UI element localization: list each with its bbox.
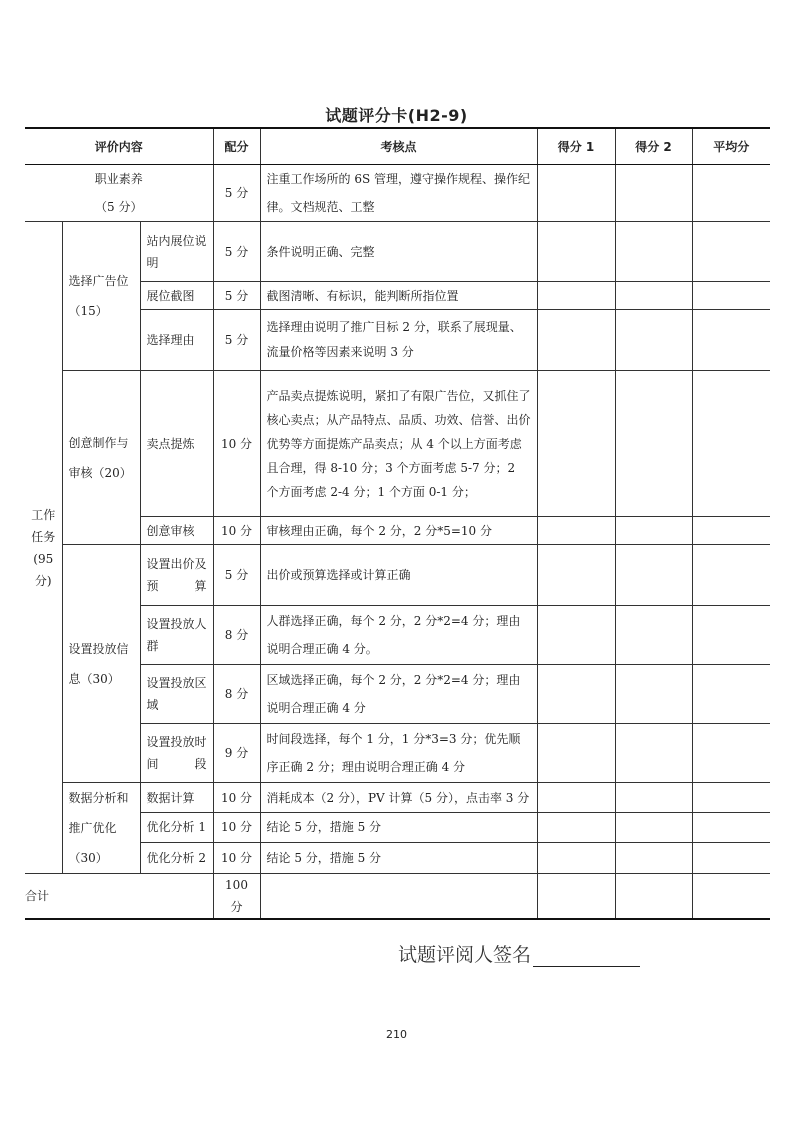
total-points [260, 874, 537, 920]
item-points: 人群选择正确，每个 2 分，2 分*2=4 分；理由说明合理正确 4 分。 [260, 606, 537, 665]
avg-cell[interactable] [692, 842, 770, 873]
item-score: 5 分 [213, 310, 260, 371]
table-row [25, 783, 770, 813]
score1-cell[interactable] [537, 310, 615, 371]
group-ad-position: 选择广告位（15） [62, 222, 140, 371]
score2-cell[interactable] [615, 371, 692, 517]
score2-cell[interactable] [615, 222, 692, 282]
score2-cell[interactable] [615, 165, 692, 222]
scoring-table [25, 127, 770, 920]
score1-cell[interactable] [537, 371, 615, 517]
professional-score: 5 分 [213, 165, 260, 222]
page-title: 试题评分卡(H2-9) [325, 106, 468, 125]
item-name: 优化分析 1 [140, 813, 213, 842]
header-avg: 平均分 [692, 128, 770, 165]
score1-cell[interactable] [537, 724, 615, 783]
avg-cell[interactable] [692, 282, 770, 310]
score1-cell[interactable] [537, 874, 615, 920]
item-name: 选择理由 [140, 310, 213, 371]
score1-cell[interactable] [537, 665, 615, 724]
item-score: 10 分 [213, 371, 260, 517]
score1-cell[interactable] [537, 783, 615, 813]
item-name: 卖点提炼 [140, 371, 213, 517]
item-points: 出价或预算选择或计算正确 [260, 545, 537, 606]
score1-cell[interactable] [537, 517, 615, 545]
item-name: 数据计算 [140, 783, 213, 813]
avg-cell[interactable] [692, 310, 770, 371]
item-score: 5 分 [213, 545, 260, 606]
item-name: 站内展位说明 [140, 222, 213, 282]
avg-cell[interactable] [692, 165, 770, 222]
item-score: 8 分 [213, 606, 260, 665]
professional-points: 注重工作场所的 6S 管理，遵守操作规程、操作纪律。文档规范、工整 [260, 165, 537, 222]
item-points: 条件说明正确、完整 [260, 222, 537, 282]
item-name: 优化分析 2 [140, 842, 213, 873]
signature-area [398, 940, 640, 967]
score2-cell[interactable] [615, 874, 692, 920]
avg-cell[interactable] [692, 606, 770, 665]
score2-cell[interactable] [615, 813, 692, 842]
item-name: 设置投放时间段 [140, 724, 213, 783]
avg-cell[interactable] [692, 222, 770, 282]
item-score: 5 分 [213, 282, 260, 310]
item-name: 设置投放人群 [140, 606, 213, 665]
avg-cell[interactable] [692, 724, 770, 783]
professional-label: 职业素养 （5 分） [25, 165, 213, 222]
item-points: 结论 5 分，措施 5 分 [260, 813, 537, 842]
signature-label: 试题评阅人签名 [398, 944, 532, 966]
item-points: 区域选择正确，每个 2 分，2 分*2=4 分；理由说明合理正确 4 分 [260, 665, 537, 724]
score1-cell[interactable] [537, 842, 615, 873]
signature-line[interactable] [533, 946, 640, 967]
table-row [25, 222, 770, 282]
score2-cell[interactable] [615, 842, 692, 873]
item-points: 截图清晰、有标识，能判断所指位置 [260, 282, 537, 310]
item-score: 10 分 [213, 813, 260, 842]
avg-cell[interactable] [692, 371, 770, 517]
score2-cell[interactable] [615, 545, 692, 606]
header-score2: 得分 2 [615, 128, 692, 165]
score1-cell[interactable] [537, 813, 615, 842]
score2-cell[interactable] [615, 606, 692, 665]
task-label: 工作任务(95分) [25, 222, 62, 874]
avg-cell[interactable] [692, 545, 770, 606]
avg-cell[interactable] [692, 665, 770, 724]
score2-cell[interactable] [615, 517, 692, 545]
score2-cell[interactable] [615, 724, 692, 783]
avg-cell[interactable] [692, 783, 770, 813]
header-points: 考核点 [260, 128, 537, 165]
score2-cell[interactable] [615, 310, 692, 371]
score1-cell[interactable] [537, 606, 615, 665]
item-points: 审核理由正确，每个 2 分，2 分*5=10 分 [260, 517, 537, 545]
avg-cell[interactable] [692, 874, 770, 920]
item-score: 10 分 [213, 783, 260, 813]
item-name: 创意审核 [140, 517, 213, 545]
header-score1: 得分 1 [537, 128, 615, 165]
group-data-analysis: 数据分析和推广优化（30） [62, 783, 140, 874]
item-points: 产品卖点提炼说明，紧扣了有限广告位，又抓住了核心卖点；从产品特点、品质、功效、信誉、出价优势等方面提炼产品卖点；从 4 个以上方面考虑且合理，得 8-10 分；3 个方面考虑 5-7 分；2 个方面考虑 2-4 分；1 个方面 0-1 分； [260, 371, 537, 517]
professional-row [25, 165, 770, 222]
score2-cell[interactable] [615, 783, 692, 813]
item-score: 9 分 [213, 724, 260, 783]
item-points: 选择理由说明了推广目标 2 分，联系了展现量、流量价格等因素来说明 3 分 [260, 310, 537, 371]
total-score: 100 分 [213, 874, 260, 920]
score1-cell[interactable] [537, 165, 615, 222]
item-name: 展位截图 [140, 282, 213, 310]
score2-cell[interactable] [615, 282, 692, 310]
item-points: 时间段选择，每个 1 分，1 分*3=3 分；优先顺序正确 2 分；理由说明合理正确 4 分 [260, 724, 537, 783]
page-number: 210 [386, 1028, 407, 1041]
avg-cell[interactable] [692, 813, 770, 842]
group-delivery: 设置投放信息（30） [62, 545, 140, 783]
score1-cell[interactable] [537, 222, 615, 282]
header-row [25, 128, 770, 165]
item-score: 5 分 [213, 222, 260, 282]
group-creative: 创意制作与审核（20） [62, 371, 140, 545]
total-row [25, 874, 770, 920]
table-row [25, 545, 770, 606]
score1-cell[interactable] [537, 282, 615, 310]
score1-cell[interactable] [537, 545, 615, 606]
item-score: 8 分 [213, 665, 260, 724]
item-name: 设置投放区域 [140, 665, 213, 724]
item-name: 设置出价及预算 [140, 545, 213, 606]
header-content: 评价内容 [25, 128, 213, 165]
item-score: 10 分 [213, 517, 260, 545]
item-points: 结论 5 分，措施 5 分 [260, 842, 537, 873]
item-points: 消耗成本（2 分），PV 计算（5 分），点击率 3 分 [260, 783, 537, 813]
item-score: 10 分 [213, 842, 260, 873]
header-score: 配分 [213, 128, 260, 165]
total-label: 合计 [25, 874, 213, 920]
score2-cell[interactable] [615, 665, 692, 724]
table-row [25, 371, 770, 517]
avg-cell[interactable] [692, 517, 770, 545]
